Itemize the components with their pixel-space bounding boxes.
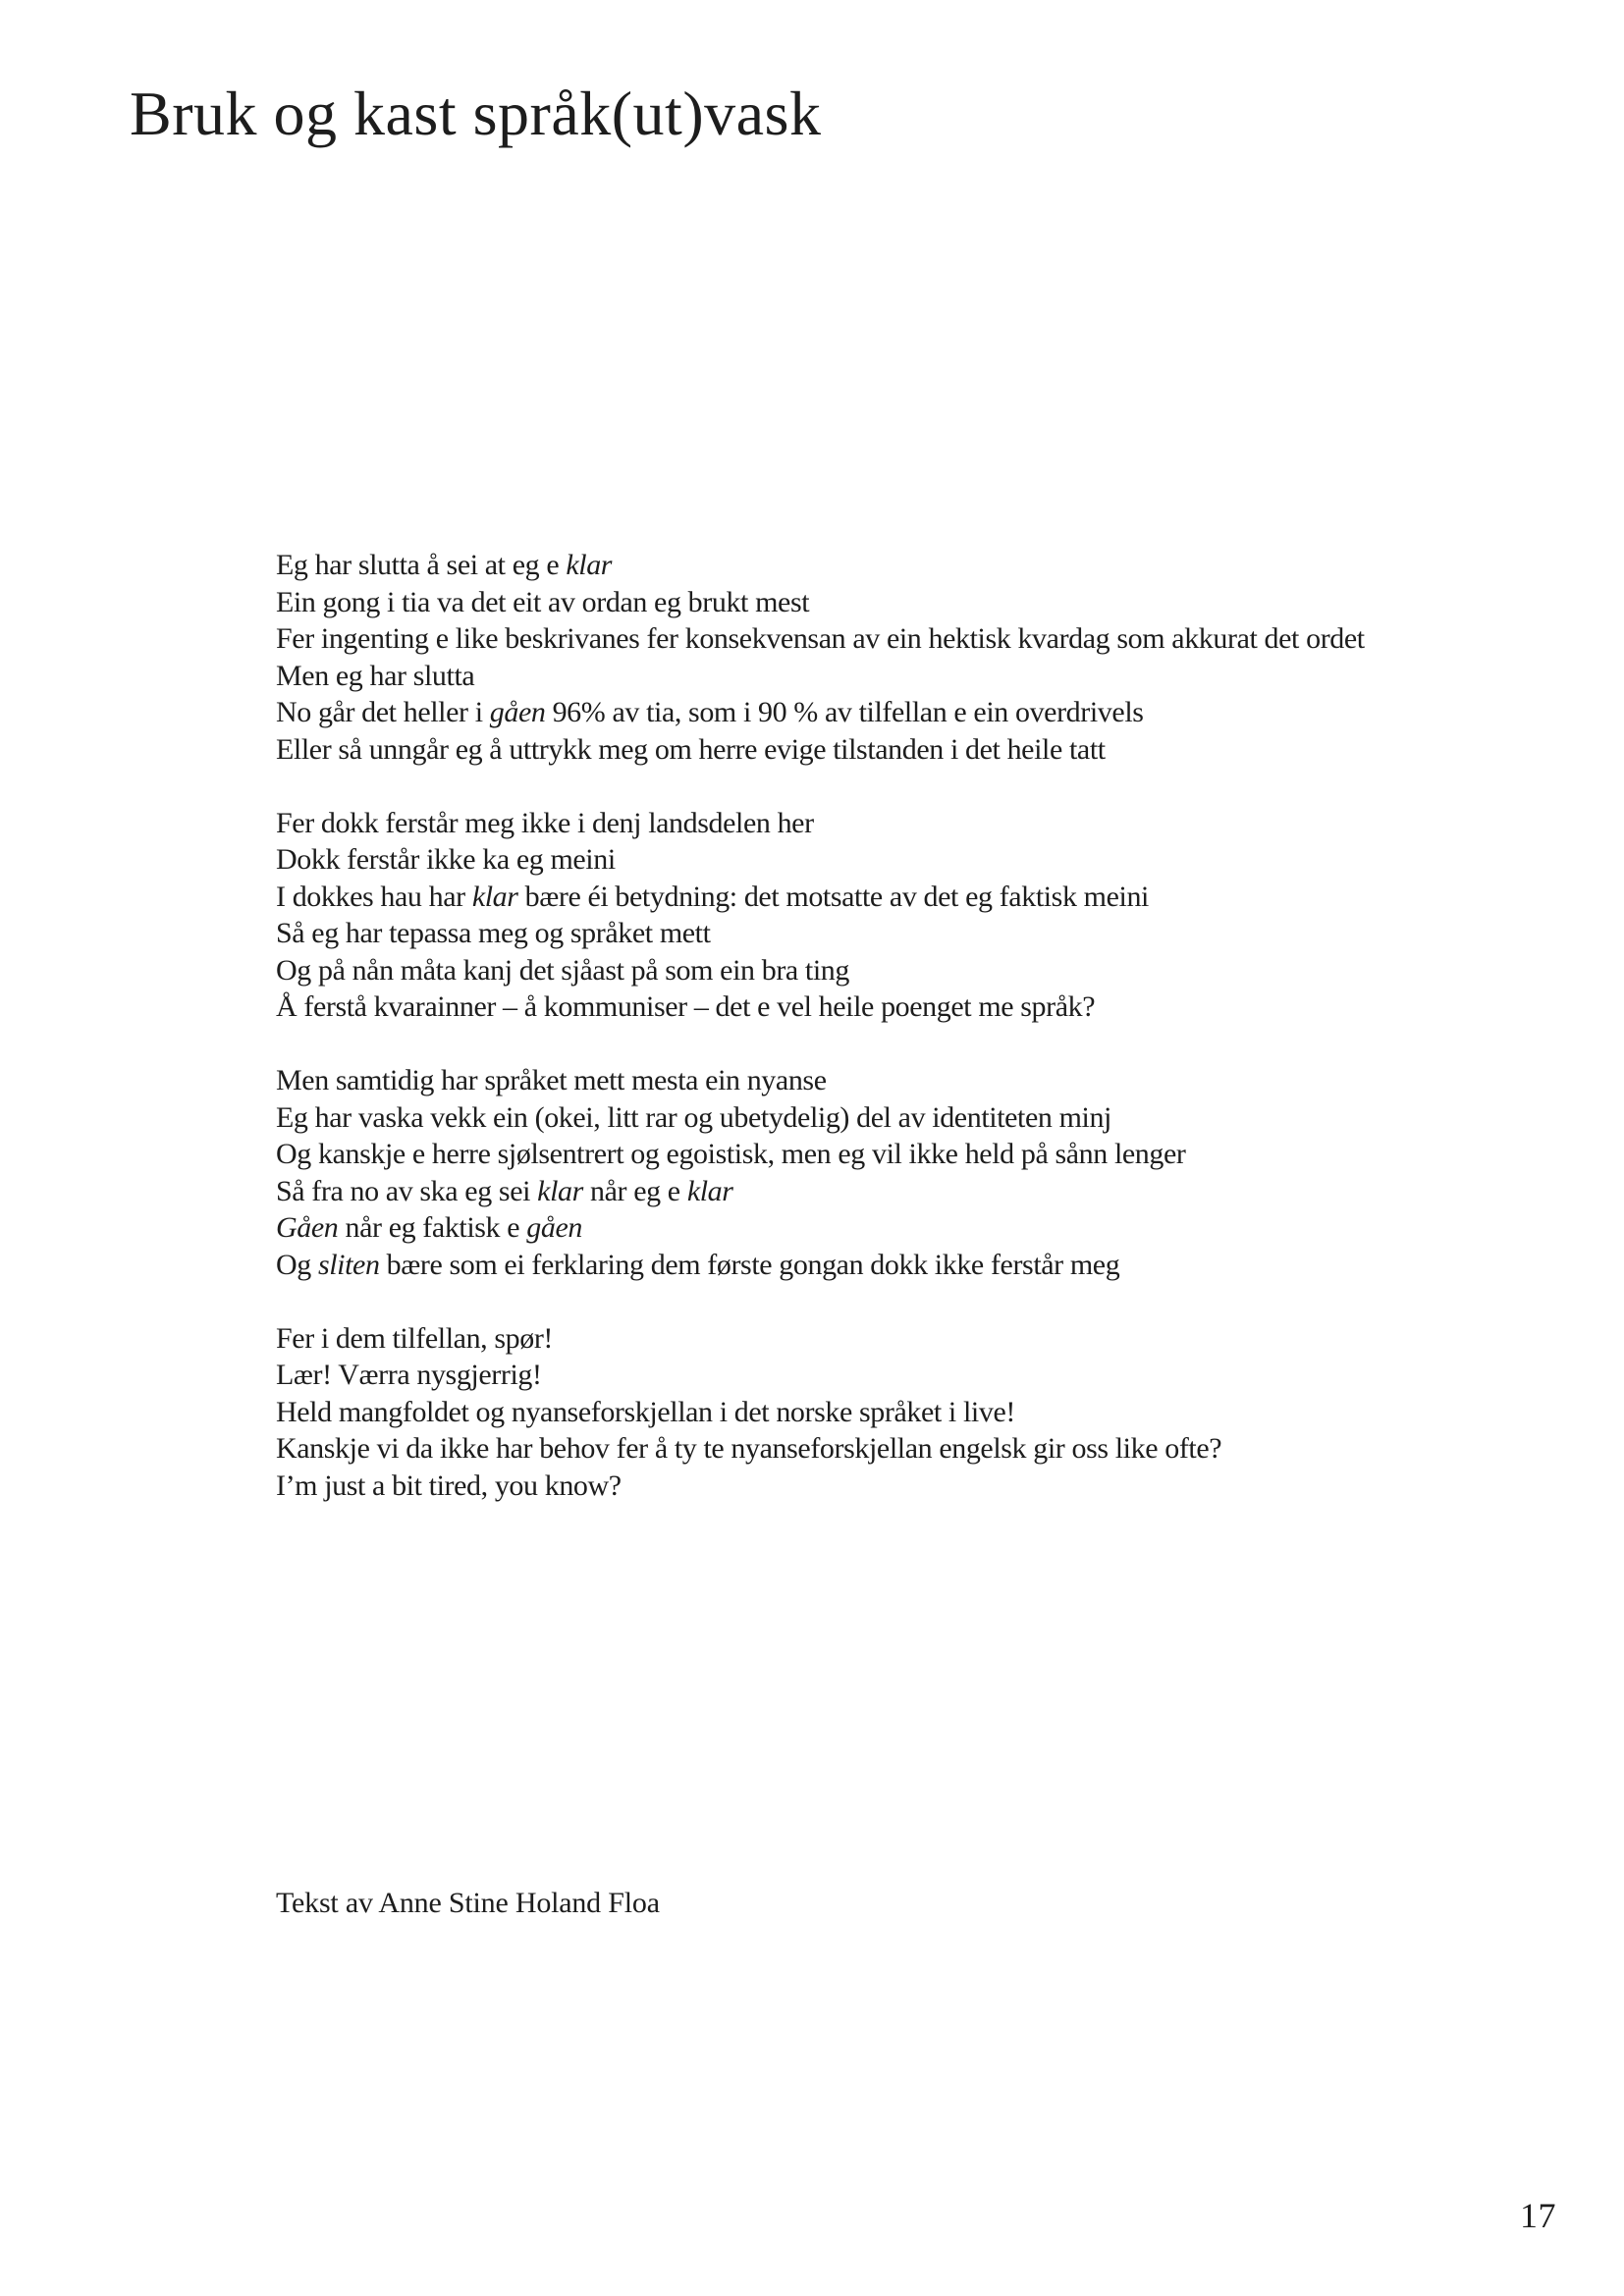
- poem-segment: når eg e: [582, 1174, 687, 1207]
- poem-segment: No går det heller i: [276, 696, 490, 728]
- poem-segment: I dokkes hau har: [276, 880, 472, 913]
- poem-line: [276, 1136, 1365, 1173]
- stanza: [276, 805, 1365, 1026]
- poem-segment: 96% av tia, som i 90 % av tilfellan e ein overdrivels: [545, 696, 1144, 728]
- poem-line: [276, 805, 1365, 842]
- poem-segment: Kanskje vi da ikke har behov fer å ty te nyanseforskjellan engelsk gir oss like ofte?: [276, 1432, 1222, 1465]
- poem-segment: Fer i dem tilfellan, spør!: [276, 1321, 554, 1355]
- poem-segment: bære éi betydning: det motsatte av det eg faktisk meini: [517, 880, 1149, 913]
- poem-line: [276, 1062, 1365, 1099]
- poem-line: [276, 1247, 1365, 1284]
- poem-segment-italic: klar: [686, 1174, 733, 1207]
- poem-line: [276, 1394, 1365, 1431]
- poem-segment-italic: klar: [471, 880, 518, 913]
- poem-segment: Lær! Værra nysgjerrig!: [276, 1359, 542, 1391]
- poem-segment-italic: gåen: [489, 696, 546, 728]
- poem-segment: Men samtidig har språket mett mesta ein nyanse: [276, 1064, 827, 1096]
- poem-line: [276, 584, 1365, 621]
- poem-line: [276, 694, 1365, 731]
- poem-segment: Å ferstå kvarainner – å kommuniser – det e vel heile poenget me språk?: [276, 990, 1096, 1023]
- stanza: [276, 1062, 1365, 1283]
- stanza: [276, 547, 1365, 768]
- poem-line: [276, 547, 1365, 584]
- poem-segment-italic: Gåen: [276, 1211, 339, 1244]
- poem-line: [276, 658, 1365, 695]
- poem-segment: Dokk ferstår ikke ka eg meini: [276, 843, 616, 876]
- poem-segment: bære som ei ferklaring dem første gongan dokk ikke ferstår meg: [379, 1248, 1120, 1281]
- poem-segment: Og kanskje e herre sjølsentrert og egoistisk, men eg vil ikke held på sånn lenger: [276, 1138, 1186, 1170]
- poem-segment: Eg har vaska vekk ein (okei, litt rar og ubetydelig) del av identiteten minj: [276, 1100, 1111, 1134]
- poem-segment: I’m just a bit tired, you know?: [276, 1468, 622, 1502]
- poem-line: [276, 1357, 1365, 1394]
- poem-segment: Eg har slutta å sei at eg e: [276, 549, 567, 581]
- poem-line: [276, 1430, 1365, 1468]
- author-credit: Tekst av Anne Stine Holand Floa: [276, 1887, 660, 1919]
- poem-segment: Men eg har slutta: [276, 659, 475, 692]
- poem-line: [276, 1209, 1365, 1247]
- poem-segment: Held mangfoldet og nyanseforskjellan i det norske språket i live!: [276, 1395, 1015, 1428]
- page-title: Bruk og kast språk(ut)vask: [130, 78, 822, 148]
- stanza: [276, 1320, 1365, 1505]
- poem-line: [276, 1320, 1365, 1358]
- poem-line: [276, 879, 1365, 916]
- poem-segment: Og på nån måta kanj det sjåast på som ein bra ting: [276, 953, 849, 987]
- poem-line: [276, 620, 1365, 658]
- poem: [276, 547, 1365, 1504]
- poem-segment: Så eg har tepassa meg og språket mett: [276, 917, 711, 949]
- poem-line: [276, 915, 1365, 952]
- poem-line: [276, 1099, 1365, 1137]
- poem-segment-italic: klar: [566, 549, 613, 581]
- poem-segment: Eller så unngår eg å uttrykk meg om herre evige tilstanden i det heile tatt: [276, 732, 1106, 766]
- poem-line: [276, 731, 1365, 769]
- poem-segment-italic: klar: [537, 1174, 583, 1207]
- poem-segment: Fer dokk ferstår meg ikke i denj landsdelen her: [276, 806, 814, 839]
- poem-segment-italic: sliten: [317, 1248, 380, 1281]
- poem-segment: når eg faktisk e: [338, 1211, 527, 1244]
- poem-segment: Og: [276, 1248, 318, 1281]
- poem-line: [276, 952, 1365, 989]
- poem-segment-italic: gåen: [526, 1211, 582, 1244]
- poem-line: [276, 1173, 1365, 1210]
- poem-line: [276, 1468, 1365, 1505]
- poem-line: [276, 841, 1365, 879]
- poem-line: [276, 988, 1365, 1026]
- poem-segment: Ein gong i tia va det eit av ordan eg brukt mest: [276, 585, 810, 618]
- poem-segment: Så fra no av ska eg sei: [276, 1174, 538, 1207]
- poem-segment: Fer ingenting e like beskrivanes fer konsekvensan av ein hektisk kvardag som akkurat det ordet: [276, 622, 1365, 655]
- page-number: 17: [1520, 2196, 1556, 2235]
